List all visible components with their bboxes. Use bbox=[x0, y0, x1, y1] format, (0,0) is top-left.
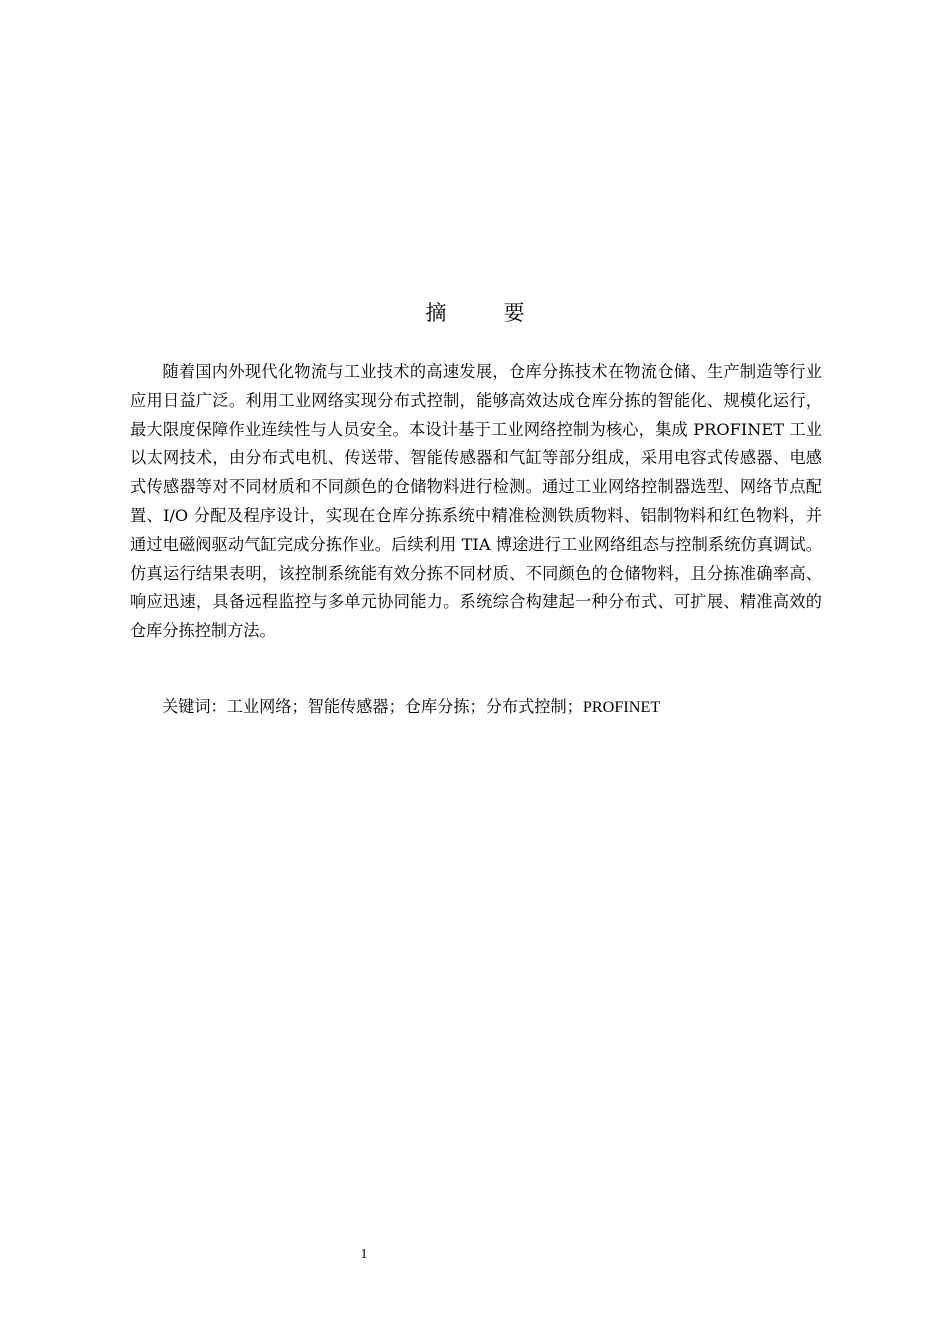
page-number: 1 bbox=[360, 1247, 368, 1262]
abstract-title: 摘 要 bbox=[425, 301, 543, 325]
keywords-english: PROFINET bbox=[582, 698, 661, 716]
keywords-line bbox=[162, 693, 842, 721]
abstract-body: 随着国内外现代化物流与工业技术的高速发展，仓库分拣技术在物流仓储、生产制造等行业应用日益广泛。利用工业网络实现分布式控制，能够高效达成仓库分拣的智能化、规模化运行，最大限度保障作业连续性与人员安全。本设计基于工业网络控制为核心，集成 PROFINET 工业以太网技术，由分布式电机、传送带、智能传感器和气缸等部分组成，采用电容式传感器、电感式传感器等对不同材质和不同颜色的仓储物料进行检测。通过工业网络控制器选型、网络节点配置、I/O 分配及程序设计，实现在仓库分拣系统中精准检测铁质物料、铝制物料和红色物料，并通过电磁阀驱动气缸完成分拣作业。后续利用 TIA 博途进行工业网络组态与控制系统仿真调试。仿真运行结果表明，该控制系统能有效分拣不同材质、不同颜色的仓储物料，且分拣准确率高、响应迅速，具备远程监控与多单元协同能力。系统综合构建起一种分布式、可扩展、精准高效的仓库分拣控制方法。 bbox=[130, 362, 822, 641]
keywords-chinese: 工业网络；智能传感器；仓库分拣；分布式控制； bbox=[226, 697, 583, 716]
keywords-label: 关键词： bbox=[162, 697, 227, 716]
